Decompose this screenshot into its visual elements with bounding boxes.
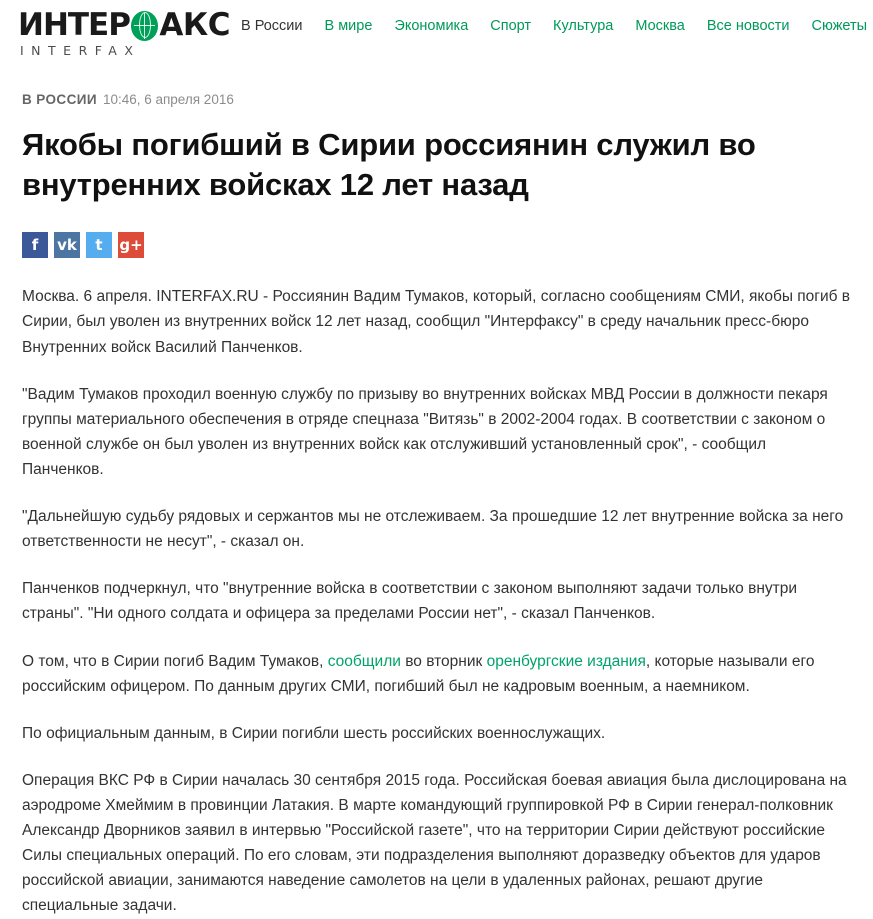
nav-item-ekonomika[interactable]: Экономика [394, 18, 469, 34]
paragraph-text-part: , которые называли его российским офицером. По данным других СМИ, погибший был не кадровым военным, а наемником. [22, 652, 815, 695]
social-share-bar [22, 232, 851, 258]
nav-item-sport[interactable]: Спорт [490, 18, 532, 34]
article-body [22, 284, 851, 918]
article-paragraph: "Вадим Тумаков проходил военную службу по призыву во внутренних войсках МВД России в должности пекаря группы материального обеспечения в отряде спецназа "Витязь" в 2002-2004 годах. В соответствии с законом о военной службе он был уволен из внутренних войск как отслуживший установленный срок", - сообщил Панченков. [22, 385, 828, 478]
logo-subtitle: INTERFAX [20, 43, 141, 58]
nav-item-v-rossii[interactable]: В России [241, 18, 303, 34]
nav-item-moskva[interactable]: Москва [635, 18, 685, 34]
globe-icon [131, 11, 158, 41]
page-title: Якобы погибший в Сирии россиянин служил во внутренних войсках 12 лет назад [22, 127, 756, 202]
twitter-share-button[interactable]: t [86, 232, 112, 258]
googleplus-share-button[interactable]: g+ [118, 232, 144, 258]
paragraph-text-part: во вторник [400, 652, 487, 670]
logo-wordmark [18, 7, 230, 43]
site-header [0, 0, 873, 56]
article-timestamp: 10:46, 6 апреля 2016 [102, 92, 234, 107]
article-rubric[interactable]: В РОССИИ [22, 92, 97, 107]
article-paragraph: По официальным данным, в Сирии погибли шесть российских военнослужащих. [22, 724, 606, 742]
article-paragraph: Операция ВКС РФ в Сирии началась 30 сентября 2015 года. Российская боевая авиация была дислоцирована на аэродроме Хмеймим в провинции Латакия. В марте командующий группировкой РФ в Сирии генерал-полковник Александр Дворников заявил в интервью "Российской газете", что на территории Сирии действуют российские Силы специальных операций. По его словам, эти подразделения выполняют доразведку объектов для ударов российской авиации, занимаются наведение самолетов на цели в удаленных районах, решают другие специальные задачи. [22, 771, 847, 915]
article-paragraph-with-links [22, 649, 851, 699]
facebook-share-button[interactable]: f [22, 232, 48, 258]
nav-item-kultura[interactable]: Культура [553, 18, 614, 34]
nav-item-vse-novosti[interactable]: Все новости [706, 18, 790, 34]
link-soobshchili[interactable]: сообщили [327, 652, 401, 670]
paragraph-text-part: О том, что в Сирии погиб Вадим Тумаков, [22, 652, 328, 670]
article-paragraph: Панченков подчеркнул, что "внутренние войска в соответствии с законом выполняют задачи только внутри страны". "Ни одного солдата и офицера за пределами России нет", - сказал Панченков. [22, 580, 798, 623]
interfax-logo[interactable] [18, 8, 230, 58]
logo-text-right: АКС [159, 7, 230, 43]
article-paragraph: Москва. 6 апреля. INTERFAX.RU - Россиянин Вадим Тумаков, который, согласно сообщениям СМИ, якобы погиб в Сирии, был уволен из внутренних войск 12 лет назад, сообщил "Интерфаксу" в среду начальник пресс-бюро Внутренних войск Василий Панченков. [22, 288, 851, 356]
nav-item-v-mire[interactable]: В мире [324, 18, 373, 34]
link-orenburgskie-izdaniya[interactable]: оренбургские издания [486, 652, 646, 670]
article-paragraph: "Дальнейшую судьбу рядовых и сержантов мы не отслеживаем. За прошедшие 12 лет внутренние войска за него ответственности не несут", - сказал он. [22, 508, 844, 551]
nav-item-syuzhety[interactable]: Сюжеты [811, 18, 868, 34]
vkontakte-share-button[interactable]: vk [54, 232, 80, 258]
main-navigation [230, 8, 873, 34]
article-container [0, 92, 873, 919]
logo-text-left: ИНТЕР [18, 7, 130, 43]
article-meta [22, 92, 851, 107]
